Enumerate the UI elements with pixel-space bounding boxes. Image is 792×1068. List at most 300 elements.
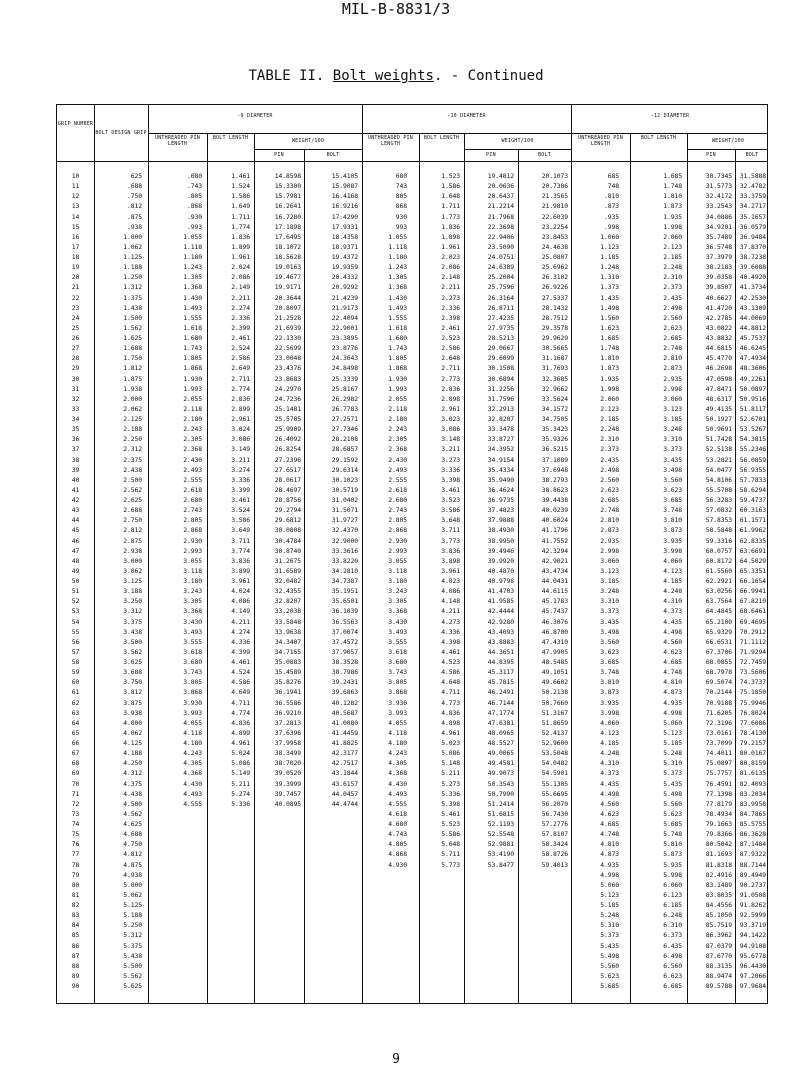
table-cell: 89.5788 (705, 982, 732, 990)
table-cell: 78 (71, 860, 80, 869)
table-cell: 2.373 (663, 283, 682, 292)
table-cell: 3.680 (183, 658, 202, 666)
table-cell: 2.000 (123, 394, 142, 403)
table-cell: 3.435 (663, 455, 682, 464)
table-cell: 3.060 (663, 394, 682, 403)
table-cell: 2.336 (231, 313, 250, 322)
table-cell: 56.0859 (739, 455, 766, 464)
table-cell: 42.2530 (739, 293, 766, 302)
table-cell: 33.5848 (274, 617, 301, 626)
table-cell: 5.310 (663, 759, 682, 768)
table-cell: 49 (71, 566, 80, 575)
table-cell: 4.430 (183, 779, 202, 788)
table-cell: 2.336 (441, 303, 460, 312)
dia9-bolt-weight-column (304, 171, 358, 809)
table-cell: 5.185 (663, 739, 682, 747)
table-cell: 36 (71, 435, 80, 444)
table-cell: 39.9920 (487, 556, 514, 565)
table-cell: 43.4093 (487, 627, 514, 636)
table-cell: 3.898 (441, 556, 460, 565)
table-cell: 6.498 (663, 951, 682, 960)
table-cell: 5.435 (663, 779, 682, 788)
table-cell: 3.399 (231, 485, 250, 494)
table-cell: 20.1073 (541, 172, 568, 180)
table-cell: 30.6894 (487, 374, 514, 383)
table-cell: 1.930 (183, 374, 202, 383)
table-cell: 3.148 (441, 435, 460, 444)
table-cell: 33.9638 (274, 627, 301, 636)
table-cell: 2.185 (600, 415, 619, 423)
dia10-bolt-header: BOLT (538, 152, 551, 158)
table-cell: 3.648 (441, 516, 460, 525)
dia10-bolt-weight-column (518, 171, 568, 870)
table-cell: 50.7660 (541, 698, 568, 707)
table-cell: 3.935 (600, 698, 619, 707)
table-cell: 4.060 (663, 556, 682, 565)
dia12-bolt-header: BOLT (745, 152, 759, 158)
table-cell: 39.2431 (331, 678, 358, 687)
table-cell: 39.6088 (739, 263, 766, 272)
table-cell: 26.3102 (541, 273, 568, 282)
table-cell: 51.6815 (487, 809, 514, 818)
table-cell: 2.875 (123, 536, 142, 545)
table-cell: 5.748 (663, 830, 682, 839)
table-cell: 1.812 (123, 364, 142, 373)
table-cell: 49.9073 (487, 769, 514, 778)
table-cell: 6.560 (663, 961, 682, 970)
table-cell: 59.4013 (541, 860, 568, 869)
table-cell: 15.9087 (331, 182, 358, 191)
table-cell: 3.750 (123, 678, 142, 687)
table-cell: 27.7346 (331, 425, 358, 434)
table-cell: 4.062 (123, 728, 142, 737)
table-cell: 32.0482 (274, 577, 301, 585)
table-cell: 61 (71, 688, 80, 697)
table-cell: 3.836 (231, 556, 250, 565)
table-cell: 35 (71, 425, 80, 434)
table-cell: 43.8832 (705, 334, 732, 342)
table-cell: 4.493 (388, 789, 407, 798)
table-cell: 39.8507 (705, 283, 732, 292)
table-cell: 25.0807 (541, 253, 568, 261)
table-cell: 40.0895 (274, 799, 301, 808)
table-cell: 1.248 (600, 263, 619, 272)
table-cell: 77.1398 (705, 789, 732, 798)
table-cell: 1.743 (183, 344, 202, 353)
table-cell: 1.435 (600, 293, 619, 302)
table-cell: 2.898 (441, 394, 460, 403)
dia12-bolt-weight-column (735, 171, 766, 991)
table-cell: 47 (71, 546, 80, 555)
table-cell: 39 (71, 465, 80, 474)
table-cell: 4.243 (183, 749, 202, 758)
table-cell: 685 (607, 172, 619, 180)
table-cell: 2.930 (183, 536, 202, 545)
table-cell: 1.935 (600, 374, 619, 383)
table-cell: 38.9950 (487, 536, 514, 545)
table-cell: 41.8825 (331, 739, 358, 747)
table-cell: 3.873 (600, 688, 619, 697)
table-cell: 29.6314 (331, 465, 358, 474)
table-cell: 6.248 (663, 911, 682, 920)
table-cell: 41.1796 (541, 526, 568, 535)
table-cell: 28.0617 (274, 475, 301, 484)
table-cell: 5.711 (441, 850, 460, 859)
table-cell: 52.5138 (705, 445, 732, 454)
table-cell: 44.0069 (739, 313, 766, 322)
table-cell: 27.2571 (331, 415, 358, 423)
table-cell: 32.2913 (487, 404, 514, 413)
table-cell: 1.312 (123, 283, 142, 292)
table-cell: 30.0808 (274, 526, 301, 535)
table-cell: 54.8106 (705, 475, 732, 484)
table-cell: 11 (71, 182, 80, 191)
table-cell: 3.305 (388, 597, 407, 606)
table-cell: 41.4703 (487, 587, 514, 596)
dia9-unthreaded-header: UNTHREADED PIN LENGTH (155, 135, 200, 147)
table-cell: 65.9329 (705, 627, 732, 636)
table-cell: 2.310 (663, 273, 682, 282)
table-cell: 39.0520 (274, 769, 301, 778)
table-cell: 15 (71, 222, 80, 231)
table-cell: 23.0048 (274, 354, 301, 363)
table-cell: 5.560 (600, 961, 619, 970)
table-cell: 3.930 (388, 698, 407, 707)
table-cell: 4.060 (600, 718, 619, 727)
table-cell: 1.685 (663, 172, 682, 180)
table-cell: 4.248 (663, 587, 682, 596)
table-cell: 2.368 (388, 445, 407, 454)
table-cell: 3.623 (600, 647, 619, 656)
table-cell: 66.1654 (739, 577, 766, 585)
table-cell: 805 (395, 192, 407, 201)
table-cell: 37.4823 (487, 506, 514, 515)
table-cell: 3.685 (663, 496, 682, 504)
table-cell: 45 (71, 526, 80, 535)
table-cell: 20.9292 (331, 283, 358, 292)
table-cell: 2.688 (123, 506, 142, 515)
table-cell: 1.188 (123, 263, 142, 272)
table-cell: 1.524 (231, 182, 250, 191)
table-cell: 25.5705 (274, 415, 301, 423)
table-cell: .750 (127, 192, 142, 201)
table-cell: 4.685 (600, 820, 619, 828)
table-cell: 4.810 (663, 678, 682, 687)
table-cell: 1.055 (183, 232, 202, 241)
table-cell: 3.524 (231, 506, 250, 515)
table-cell: 92.5999 (739, 911, 766, 920)
table-cell: .873 (604, 202, 619, 211)
table-cell: .998 (604, 222, 619, 231)
table-cell: 75.1850 (739, 688, 766, 697)
table-cell: 2.560 (663, 313, 682, 322)
table-cell: 53.4190 (487, 850, 514, 859)
table-cell: 35.9326 (541, 435, 568, 444)
table-cell: .688 (127, 182, 142, 191)
table-cell: 18.1072 (274, 242, 301, 251)
table-cell: 4.055 (183, 718, 202, 727)
table-cell: 3.868 (183, 688, 202, 697)
table-cell: 32.9000 (331, 536, 358, 545)
table-cell: 3.993 (388, 708, 407, 717)
table-cell: 2.250 (123, 435, 142, 444)
table-cell: 4.086 (441, 587, 460, 596)
table-cell: 4.336 (231, 637, 250, 646)
table-cell: 22.4094 (331, 313, 358, 322)
table-cell: 50.3543 (487, 779, 514, 788)
table-cell: 1.430 (388, 293, 407, 302)
table-cell: 1.461 (231, 172, 250, 180)
table-cell: 40.4920 (739, 273, 766, 282)
table-cell: 26.4092 (274, 435, 301, 444)
table-cell: 2.935 (663, 374, 682, 383)
table-cell: 3.938 (123, 708, 142, 717)
table-cell: 4.774 (231, 708, 250, 717)
table-cell: 1.180 (183, 253, 202, 261)
table-cell: 19.4677 (274, 273, 301, 282)
table-cell: 4.711 (441, 688, 460, 697)
table-cell: 24.0751 (487, 253, 514, 261)
table-cell: 76.4591 (705, 779, 732, 788)
table-cell: 83 (71, 911, 80, 920)
table-cell: 3.523 (441, 496, 460, 504)
table-cell: 48 (71, 556, 80, 565)
table-cell: 3.560 (600, 637, 619, 646)
table-cell: 4.185 (600, 739, 619, 747)
table-cell: 36.9484 (739, 232, 766, 241)
table-cell: 17.4290 (331, 212, 358, 221)
table-cell: 2.805 (388, 516, 407, 525)
table-cell: 2.711 (441, 364, 460, 373)
table-cell: 46.7144 (487, 698, 514, 707)
table-cell: 2.430 (183, 455, 202, 464)
table-cell: 55.2346 (739, 445, 766, 454)
table-cell: 2.312 (123, 445, 142, 454)
dia10-pin-header: PIN (486, 152, 496, 158)
table-cell: 28.2108 (331, 435, 358, 444)
table-cell: 1.993 (183, 384, 202, 393)
table-cell: 60.3163 (739, 506, 766, 515)
table-cell: 5.500 (123, 961, 142, 970)
dia9-pin-header: PIN (274, 152, 284, 158)
table-cell: 23.5090 (487, 242, 514, 251)
table-cell: 4.498 (600, 789, 619, 798)
table-cell: 20.4332 (331, 273, 358, 282)
table-cell: 2.188 (123, 425, 142, 434)
table-cell: 2.060 (663, 232, 682, 241)
table-cell: 2.560 (600, 475, 619, 484)
table-cell: 37.8370 (739, 242, 766, 251)
table-cell: 60 (71, 678, 80, 687)
grip-number-column (57, 171, 94, 991)
table-cell: 2.373 (600, 445, 619, 454)
table-cell: 21.9173 (331, 303, 358, 312)
table-cell: 2.055 (388, 394, 407, 403)
table-cell: 1.368 (388, 283, 407, 292)
table-cell: 19 (71, 263, 80, 272)
table-cell: 4.750 (123, 840, 142, 849)
bolt-weights-table (56, 104, 768, 1004)
table-cell: 2.810 (600, 516, 619, 525)
table-cell: 71.9294 (739, 647, 766, 656)
table-cell: 83.9958 (739, 799, 766, 808)
table-cell: 2.180 (183, 415, 202, 423)
table-cell: 3.435 (600, 617, 619, 626)
table-cell: 58 (71, 658, 80, 666)
table-cell: 25.7596 (487, 283, 514, 292)
table-cell: 38.7986 (331, 668, 358, 677)
table-cell: 4.368 (388, 769, 407, 778)
table-cell: 5.123 (663, 728, 682, 737)
table-cell: 32.4172 (705, 192, 732, 201)
table-cell: 22.3698 (487, 222, 514, 231)
table-cell: 64.4845 (705, 607, 732, 616)
table-cell: 26.3164 (487, 293, 514, 302)
table-cell: 4.438 (123, 789, 142, 798)
table-cell: 4.935 (600, 860, 619, 869)
table-cell: 34.9154 (487, 455, 514, 464)
table-cell: 4.998 (600, 870, 619, 879)
table-cell: 2.023 (441, 253, 460, 261)
table-cell: 25.2004 (487, 273, 514, 282)
table-cell: 4.148 (441, 597, 460, 606)
table-cell: 1.560 (600, 313, 619, 322)
table-cell: 80.8159 (739, 759, 766, 768)
table-cell: 69.5074 (705, 678, 732, 687)
table-cell: 94.1422 (739, 931, 766, 940)
table-cell: 82.4916 (705, 870, 732, 879)
table-cell: 3.060 (600, 556, 619, 565)
table-cell: 3.623 (663, 485, 682, 494)
table-cell: 65 (71, 728, 80, 737)
table-cell: 3.500 (123, 637, 142, 646)
table-cell: .875 (127, 212, 142, 221)
table-cell: 91.0508 (739, 890, 766, 899)
table-cell: 2.899 (231, 404, 250, 413)
table-cell: 1.250 (123, 273, 142, 282)
table-cell: 49.6602 (541, 678, 568, 687)
table-cell: 3.312 (123, 607, 142, 616)
table-cell: 3.180 (183, 577, 202, 585)
table-cell: 625 (130, 172, 142, 180)
table-cell: 4.555 (388, 799, 407, 808)
dia12-bolt-length-header: BOLT LENGTH (640, 135, 677, 141)
table-cell: 84.4556 (705, 901, 732, 909)
table-cell: 87.1484 (739, 840, 766, 849)
table-cell: 71 (71, 789, 80, 798)
table-cell: 4.399 (231, 647, 250, 656)
table-cell: 2.868 (388, 526, 407, 535)
table-cell: 4.211 (231, 617, 250, 626)
table-cell: 12 (71, 192, 80, 201)
table-cell: 74.3737 (739, 678, 766, 687)
table-cell: 5.086 (231, 759, 250, 768)
table-cell: .743 (187, 182, 202, 191)
table-cell: 2.118 (183, 404, 202, 413)
table-cell: 53.5048 (541, 749, 568, 758)
table-cell: 31.6589 (274, 566, 301, 575)
table-cell: 85 (71, 931, 80, 940)
table-cell: 4.023 (441, 577, 460, 585)
table-cell: 35.0883 (274, 658, 301, 666)
dia9-unthreaded-column (148, 171, 202, 809)
dia10-bolt-length-column (419, 171, 460, 870)
table-cell: 23.2254 (541, 222, 568, 231)
table-cell: 5.188 (123, 911, 142, 920)
table-cell: 36.5748 (705, 242, 732, 251)
table-cell: 4.688 (123, 830, 142, 839)
table-cell: 3.555 (388, 637, 407, 646)
table-cell: 15.3300 (274, 182, 301, 191)
table-cell: 26 (71, 334, 80, 342)
table-cell: 5.498 (663, 789, 682, 798)
table-cell: 19.0163 (274, 263, 301, 272)
table-cell: 2.211 (231, 293, 250, 302)
table-cell: 26.7783 (331, 404, 358, 413)
table-cell: 1.430 (183, 293, 202, 302)
table-cell: 1.748 (663, 182, 682, 191)
table-cell: 3.118 (183, 566, 202, 575)
table-cell: 5.274 (231, 789, 250, 798)
table-cell: 83.2034 (739, 789, 766, 798)
table-cell: 50.9516 (739, 394, 766, 403)
table-cell: 5.625 (123, 982, 142, 990)
table-cell: 4.211 (441, 607, 460, 616)
table-cell: 3.774 (231, 546, 250, 555)
table-cell: 4.773 (441, 698, 460, 707)
table-cell: 1.961 (441, 242, 460, 251)
table-cell: 3.274 (231, 465, 250, 474)
table-cell: 31 (71, 384, 80, 393)
table-cell: 2.805 (183, 516, 202, 525)
table-cell: 1.998 (663, 222, 682, 231)
table-cell: 3.498 (600, 627, 619, 636)
table-cell: 56.2070 (541, 799, 568, 808)
table-cell: 75.0897 (705, 759, 732, 768)
table-cell: 32.9662 (541, 384, 568, 393)
table-cell: 5.523 (441, 820, 460, 828)
table-cell: 42.3294 (541, 546, 568, 555)
table-cell: 51.2414 (487, 799, 514, 808)
table-cell: 6.623 (663, 971, 682, 980)
table-cell: 25.8167 (331, 384, 358, 393)
table-cell: 26.8711 (487, 303, 514, 312)
table-cell: 6.060 (663, 880, 682, 889)
dia12-unthreaded-column (571, 171, 619, 991)
table-cell: 4.836 (231, 718, 250, 727)
table-cell: 45.4770 (705, 354, 732, 363)
table-cell: 2.618 (388, 485, 407, 494)
table-cell: 5.375 (123, 941, 142, 950)
table-cell: 2.062 (123, 404, 142, 413)
table-cell: 1.373 (600, 283, 619, 292)
table-cell: 33.2038 (274, 607, 301, 616)
table-cell: 2.586 (231, 354, 250, 363)
table-cell: 5.024 (231, 749, 250, 758)
table-cell: 39.6863 (331, 688, 358, 697)
table-cell: 3.812 (123, 688, 142, 697)
table-cell: 72 (71, 799, 80, 808)
dia10-unthreaded-column (362, 171, 407, 870)
table-cell: 2.993 (183, 546, 202, 555)
table-cell: 95.6778 (739, 951, 766, 960)
table-cell: 1.060 (600, 232, 619, 241)
table-cell: 43.1309 (739, 303, 766, 312)
table-cell: 4.461 (231, 658, 250, 666)
table-cell: 3.398 (441, 475, 460, 484)
table-cell: 55 (71, 627, 80, 636)
table-cell: 4.680 (388, 820, 407, 828)
